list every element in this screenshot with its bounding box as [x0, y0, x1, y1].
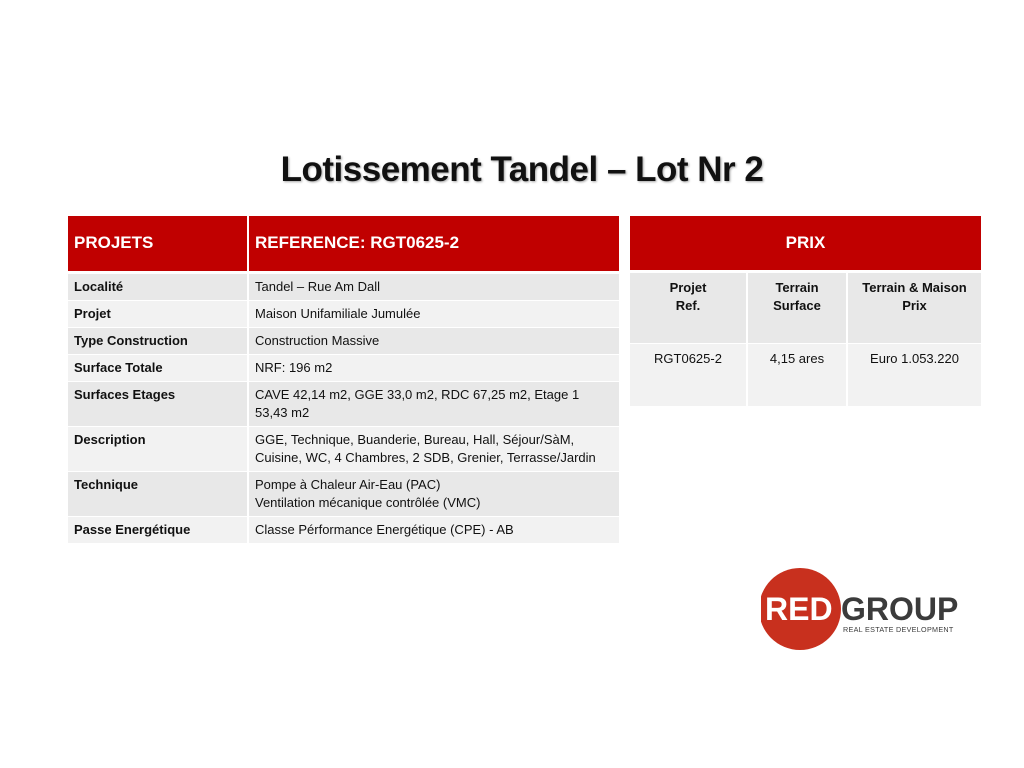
row-value-localite: Tandel – Rue Am Dall — [248, 272, 619, 300]
value-projet-ref: RGT0625-2 — [630, 343, 747, 406]
table-row — [68, 354, 619, 381]
logo-tagline: REAL ESTATE DEVELOPMENT — [843, 625, 954, 634]
row-label-projet: Projet — [68, 300, 248, 327]
subheader-projet-ref: Projet Ref. — [630, 271, 747, 343]
row-value-projet: Maison Unifamiliale Jumulée — [248, 300, 619, 327]
value-terrain-surface: 4,15 ares — [747, 343, 847, 406]
price-table — [630, 216, 981, 407]
table-row — [68, 516, 619, 543]
table-row — [68, 272, 619, 300]
table-row — [68, 471, 619, 516]
row-label-description: Description — [68, 426, 248, 471]
row-value-surface-totale: NRF: 196 m2 — [248, 354, 619, 381]
subheader-terrain-maison-prix: Terrain & Maison Prix — [847, 271, 981, 343]
page-title: Lotissement Tandel – Lot Nr 2 — [280, 150, 764, 189]
subheader-terrain-surface: Terrain Surface — [747, 271, 847, 343]
row-value-passe-energetique: Classe Pérformance Energétique (CPE) - AB — [248, 516, 619, 543]
table-row — [68, 381, 619, 426]
header-prix: PRIX — [630, 216, 981, 271]
table-header-row — [630, 216, 981, 271]
value-prix: Euro 1.053.220 — [847, 343, 981, 406]
logo-red-text: RED — [765, 591, 833, 627]
redgroup-logo — [761, 567, 971, 651]
row-label-technique: Technique — [68, 471, 248, 516]
row-label-surfaces-etages: Surfaces Etages — [68, 381, 248, 426]
table-header-row — [68, 216, 619, 272]
project-details-table — [68, 216, 619, 544]
row-label-surface-totale: Surface Totale — [68, 354, 248, 381]
row-label-passe-energetique: Passe Energétique — [68, 516, 248, 543]
table-row — [630, 343, 981, 406]
row-value-technique: Pompe à Chaleur Air-Eau (PAC) Ventilation mécanique contrôlée (VMC) — [248, 471, 619, 516]
row-value-type-construction: Construction Massive — [248, 327, 619, 354]
header-reference: REFERENCE: RGT0625-2 — [248, 216, 619, 272]
header-projets: PROJETS — [68, 216, 248, 272]
logo-group-text: GROUP — [841, 591, 959, 627]
row-label-type-construction: Type Construction — [68, 327, 248, 354]
table-row — [68, 300, 619, 327]
table-subheader-row — [630, 271, 981, 343]
row-label-localite: Localité — [68, 272, 248, 300]
table-row — [68, 426, 619, 471]
row-value-surfaces-etages: CAVE 42,14 m2, GGE 33,0 m2, RDC 67,25 m2, Etage 1 53,43 m2 — [248, 381, 619, 426]
table-row — [68, 327, 619, 354]
row-value-description: GGE, Technique, Buanderie, Bureau, Hall, Séjour/SàM, Cuisine, WC, 4 Chambres, 2 SDB, Grenier, Terrasse/Jardin — [248, 426, 619, 471]
